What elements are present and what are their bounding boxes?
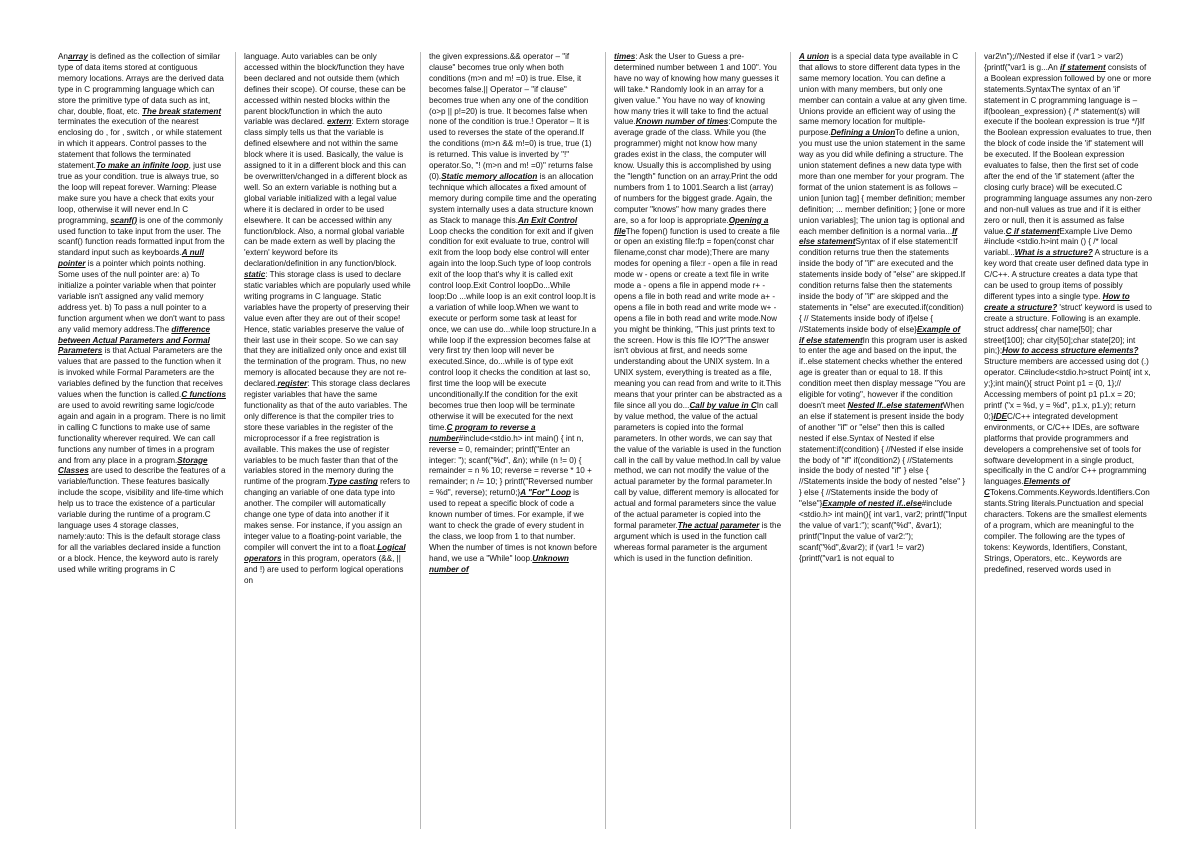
body-text: Syntax of if else statement:If condition returns true then the statements inside the body of "if" are executed and the statements inside body of "else" are skipped.If condition returns false then the statements inside the body of "if" are skipped and the statements in "else" are executed.if(condition) { // Statements inside body of if}else { //Statements inside body of else} <box>799 237 966 334</box>
section-heading: scanf() <box>110 215 138 225</box>
body-text: To define a union, you must use the union statement in the same way as you did while defining a structure. The union statement defines a new data type with more than one member for your program. The format of the union statement is as follows – union [union tag] { member definition; member definition; ... member definition; } [one or more union variables]; The union tag is optional and each member definition is a normal varia... <box>799 128 966 236</box>
body-text: terminates the execution of the nearest enclosing do , for , switch , or while statement in which it appears. Control passes to the statement that follows the terminated statement. <box>58 117 222 171</box>
body-text: is one of the commonly used function to take input from the user. The scanf() function reads formatted input from the standard input such as keyboards. <box>58 215 225 258</box>
body-text: Structure members are accessed using dot (.) operator. C#include<stdio.h>struct Point{ int x, y;};int main(){ struct Point p1 = {0, 1};// Accessing members of point p1 p1.x = 20; printf ("x = %d, y = %d", p1.x, p1.y); return 0;} <box>984 357 1151 421</box>
section-heading: Static memory allocation <box>441 171 538 181</box>
body-text: #include <stdio.h> int main(){ int var1, var2; printf("Input the value of var1:"); scanf("%d", &var1); printf("Input the value of var2:"); scanf("%d",&var2); if (var1 != var2) {printf("var1 is not equal to <box>799 499 967 563</box>
body-text: A structure is a key word that create user defined data type in C/C++. A structure creates a data type that can be used to group items of possibly different types into a single type. <box>984 248 1149 301</box>
section-heading: How to create a structure? <box>984 291 1130 312</box>
body-text: Loop checks the condition for exit and if given condition for exit evaluate to true, control will exit from the loop body else control will enter again into the loop.Such type of loop controls exit of the loop that's why it is called exit control loop.Exit Control loopDo...While loop:Do ...while loop is an exit control loop.It is a variation of while loop.When we want to execute or perform some task at least for once, we can use do...while loop structure.In a while loop if the expression becomes false at very first try then loop will never be executed.Since, do...while is of type exit control loop it checks the condition at last so, first time the loop will be execute unconditionally.If the condition for the exit becomes true then loop will be terminate otherwise it will be executed for the next time. <box>429 226 597 432</box>
section-heading: C functions <box>181 390 226 400</box>
body-text: When an else if statement is present inside the body of another "if" or "else" then this is called nested if else.Syntax of Nested if else statement:if(condition) { //Nested if else inside the body of "if" if(condition2) { //Statements inside the body of nested "if" } else { //Statements inside the body of nested "else" } } else { //Statements inside the body of "else"} <box>799 401 966 509</box>
section-heading: extern <box>327 117 352 127</box>
body-text: is a pointer which points nothing. Some uses of the null pointer are: a) To initialize a pointer variable when that pointer variable isn't assigned any valid memory address yet. b) To pass a null pointer to a function argument when we don't want to pass any valid memory address.The <box>58 259 225 334</box>
body-text: , just use true as your condition. true is always true, so the loop will repeat forever. Warning: Please make sure you have a check that exits your loop, otherwise it will never end.In C programming, <box>58 161 222 225</box>
body-text: : This storage class declares register variables that have the same functionality as that of the auto variables. The only difference is that the compiler tries to store these variables in the register of the microprocessor if a free registration is available. This makes the use of register variables to be much faster than that of the variables stored in the memory during the runtime of the program. <box>244 379 411 487</box>
body-text: is the argument which is used in the function call whereas formal parameter is the argument which is used in the function definition. <box>614 520 782 563</box>
section-heading: C if statement <box>1005 226 1060 236</box>
body-text: is that Actual Parameters are the values that are passed to the function when it is invoked while Formal Parameters are the variables defined by the function that receives values when the function is called. <box>58 346 223 400</box>
section-heading: Defining a Union <box>830 128 896 138</box>
section-heading: if statement <box>1060 62 1106 72</box>
column-text <box>984 52 1152 576</box>
section-heading: How to access structure elements? <box>1002 346 1139 356</box>
section-heading: The actual parameter <box>677 520 760 530</box>
section-heading: Example of if else statement <box>799 324 961 345</box>
body-text: : Extern storage class simply tells us that the variable is defined elsewhere and not within the same block where it is used. Basically, the value is assigned to it in a different block and this can be overwritten/changed in a different block as well. So an extern variable is nothing but a global variable initialized with a legal value where it is declared in order to be used elsewhere. It can be accessed within any function/block. Also, a normal global variable can be made extern as well by placing the 'extern' keyword before its declaration/definition in any function/block. <box>244 117 409 269</box>
section-heading: Elements of C <box>984 477 1070 498</box>
text-column-5 <box>790 52 975 829</box>
body-text: In this program user is asked to enter the age and based on the input, the if..else statement checks whether the entered age is greater than or equal to 18. If this condition meet then display message "You are eligible for voting", however if the condition doesn't meet <box>799 335 967 410</box>
text-column-1 <box>50 52 235 829</box>
section-heading: What is a structure? <box>1014 248 1093 258</box>
section-heading: C program to reverse a number <box>429 422 536 443</box>
section-heading: array <box>67 52 88 61</box>
body-text: var2\n");//Nested if else if (var1 > var2){printf("var1 is g...An <box>984 52 1124 72</box>
section-heading: A null pointer <box>58 248 205 269</box>
body-text: is used to repeat a specific block of code a known number of times. For example, if we want to check the grade of every student in the class, we loop from 1 to that number. When the number of times is not known before hand, we use a "While" loop. <box>429 488 598 563</box>
section-heading: register <box>277 379 308 389</box>
section-heading: A union <box>799 52 829 61</box>
text-column-3 <box>420 52 605 829</box>
body-text: #include<stdio.h> int main() { int n, reverse = 0, remainder; printf("Enter an integer: "); scanf("%d", &n); while (n != 0) { remainder = n % 10; reverse = reverse * 10 + remainder; n /= 10; } printf("Reversed number = %d", reverse); return0;} <box>429 433 593 498</box>
section-heading: Call by value in C <box>689 401 757 410</box>
text-column-4 <box>605 52 790 829</box>
body-text: : This storage class is used to declare static variables which are popularly used while writing programs in C language. Static variables have the property of preserving their value even after they are out of their scope! Hence, static variables preserve the value of their last use in their scope. So we can say that they are initialized only once and exist till the termination of the program. Thus, no new memory is allocated because they are not re-declared. <box>244 270 411 389</box>
body-text: is a special data type available in C that allows to store different data types in the same memory location. You can define a union with many members, but only one member can contain a value at any given time. Unions provide an efficient way of using the same memory location for multiple-purpose. <box>799 52 968 138</box>
section-heading: The break statement <box>142 106 222 116</box>
body-text: language. Auto variables can be only accessed within the block/function they have been declared and not outside them (which defines their scope). Of course, these can be accessed within nested blocks within the parent block/function in which the auto variable was declared. <box>244 52 406 127</box>
body-text: is an allocation technique which allocates a fixed amount of memory during compile time and the operating system internally uses a data structure known as Stack to manage this. <box>429 171 597 225</box>
section-heading: Type casting <box>328 477 378 487</box>
body-text: are used to avoid rewriting same logic/code again and again in a program. There is no limit in calling C functions to make use of same functionality wherever required. We can call functions any number of times in a program and from any place in a program. <box>58 401 226 465</box>
body-text: are used to describe the features of a variable/function. These features basically include the scope, visibility and life-time which help us to trace the existence of a particular variable during the runtime of a program.C language uses 4 storage classes, namely:auto: This is the default storage class for all the variables declared inside a function or a block. Hence, the keyword auto is rarely used while writing programs in C <box>58 466 226 574</box>
section-heading: IDE <box>993 411 1008 421</box>
section-heading: Logical operators <box>244 542 406 563</box>
column-text <box>429 52 597 576</box>
section-heading: A "For" Loop <box>520 488 571 498</box>
body-text: the given expressions.&& operator – "if clause" becomes true only when both conditions (m>n and m! =0) is true. Else, it becomes false.|| Operator – "if clause" becomes true when any one of the condition (o>p || p!=20) is true. It becomes false when none of the condition is true.! Operator – It is used to reverses the state of the operand.If the conditions (m>n && m!=0) is true, true (1) is returned. This value is inverted by "!" operator.So, "! (m>n and m! =0)" returns false (0). <box>429 52 593 181</box>
body-text: The fopen() function is used to create a file or open an existing file:fp = fopen(const char filename,const char mode);There are many modes for opening a file:r - open a file in read mode w - opens or create a text file in write mode a - opens a file in append mode r+ - opens a file in both read and write mode a+ - opens a file in both read and write mode w+ - opens a file in both read and write mode.Now you might be thinking, "This just prints text to the screen. How is this file IO?"The answer isn't obvious at first, and needs some understanding about the UNIX system. In a UNIX system, everything is treated as a file, meaning you can read from and write to it.This means that your printer can be abstracted as a file since all you do... <box>614 226 783 410</box>
section-heading: Known number of times <box>635 117 729 127</box>
column-text <box>244 52 412 586</box>
section-heading: times <box>614 52 636 61</box>
section-heading: Storage Classes <box>58 455 208 476</box>
section-heading: static <box>244 270 266 280</box>
body-text: Example Live Demo #include <stdio.h>int main () { /* local variabl... <box>984 226 1133 258</box>
body-text: In call by value method, the value of the actual parameters is copied into the formal parameters. In other words, we can say that the value of the variable is used in the function call in the call by value method.In call by value method, we can not modify the value of the actual parameter by the formal parameter.In call by value, different memory is allocated for actual and formal parameters since the value of the actual parameter is copied into the formal parameter. <box>614 401 782 530</box>
body-text: in this program, operators (&&, || and !) are used to perform logical operations on <box>244 553 404 585</box>
column-text <box>58 52 227 576</box>
section-heading: An Exit Control <box>517 215 578 225</box>
body-text: C/C++ integrated development environments, or C/C++ IDEs, are software platforms that provide programmers and developers a comprehensive set of tools for software development in a single product, specifically in the C and/or C++ programming languages. <box>984 411 1147 487</box>
section-heading: Opening a file <box>614 215 769 236</box>
section-heading: difference between Actual Parameters and Formal Parameters <box>58 324 211 356</box>
body-text: Tokens.Comments.Keywords.Identifiers.Constants.String literals.Punctuation and special characters. Tokens are the smallest elements of a program, which are meaningful to the compiler. The following are the types of tokens: Keywords, Identifiers, Constant, Strings, Operators, etc.. Keywords are predefined, reserved words used in <box>984 488 1150 574</box>
body-text: An <box>58 52 68 61</box>
body-text: : Ask the User to Guess a pre-determined number between 1 and 100". You have no way of knowing how many guesses it will take.* Randomly look in an array for a given value." You have no way of knowing how many tries it will take to find the actual value. <box>614 52 779 127</box>
column-text <box>799 52 967 565</box>
body-text: refers to changing an variable of one data type into another. The compiler will automatically change one type of data into another if it makes sense. For instance, if you assign an integer value to a floating-point variable, the compiler will convert the int to a float. <box>244 477 410 552</box>
text-column-6 <box>975 52 1160 829</box>
body-text: 'struct' keyword is used to create a structure. Following is an example. struct address{ char name[50]; char street[100]; char city[50];char state[20]; int pin;}; <box>984 302 1152 356</box>
column-text <box>614 52 782 565</box>
body-text: consists of a Boolean expression followed by one or more statements.SyntaxThe syntax of an 'if' statement in C programming language is – if(boolean_expression) { /* statement(s) will execute if the boolean expression is true */}If the Boolean expression evaluates to true, then the block of code inside the 'if' statement will be executed. If the Boolean expression evaluates to false, then the first set of code after the end of the 'if' statement (after the closing curly brace) will be executed.C programming language assumes any non-zero and non-null values as true and if it is either zero or null, then it is assumed as false value. <box>984 62 1153 236</box>
section-heading: If else statement <box>799 226 958 247</box>
section-heading: To make an infinite loop <box>95 161 189 171</box>
text-column-2 <box>235 52 420 829</box>
section-heading: Example of nested if..else <box>822 499 922 509</box>
section-heading: Nested If..else statement <box>847 401 943 410</box>
section-heading: Unknown number of <box>429 553 569 574</box>
body-text: is defined as the collection of similar type of data items stored at contiguous memory locations. Arrays are the derived data type in C programming language which can store the primitive type of data such as int, char, double, float, etc. <box>58 52 224 116</box>
body-text: :Compute the average grade of the class. While you (the programmer) might not know how many grades exist in the class, the computer will know. Usually this is accomplished by using the "length" function on an array.Print the odd numbers from 1 to 1001.Search a list (array) of numbers for the biggest grade. Again, the computer "knows" how many grades there are, so a for loop is appropriate. <box>614 117 778 225</box>
